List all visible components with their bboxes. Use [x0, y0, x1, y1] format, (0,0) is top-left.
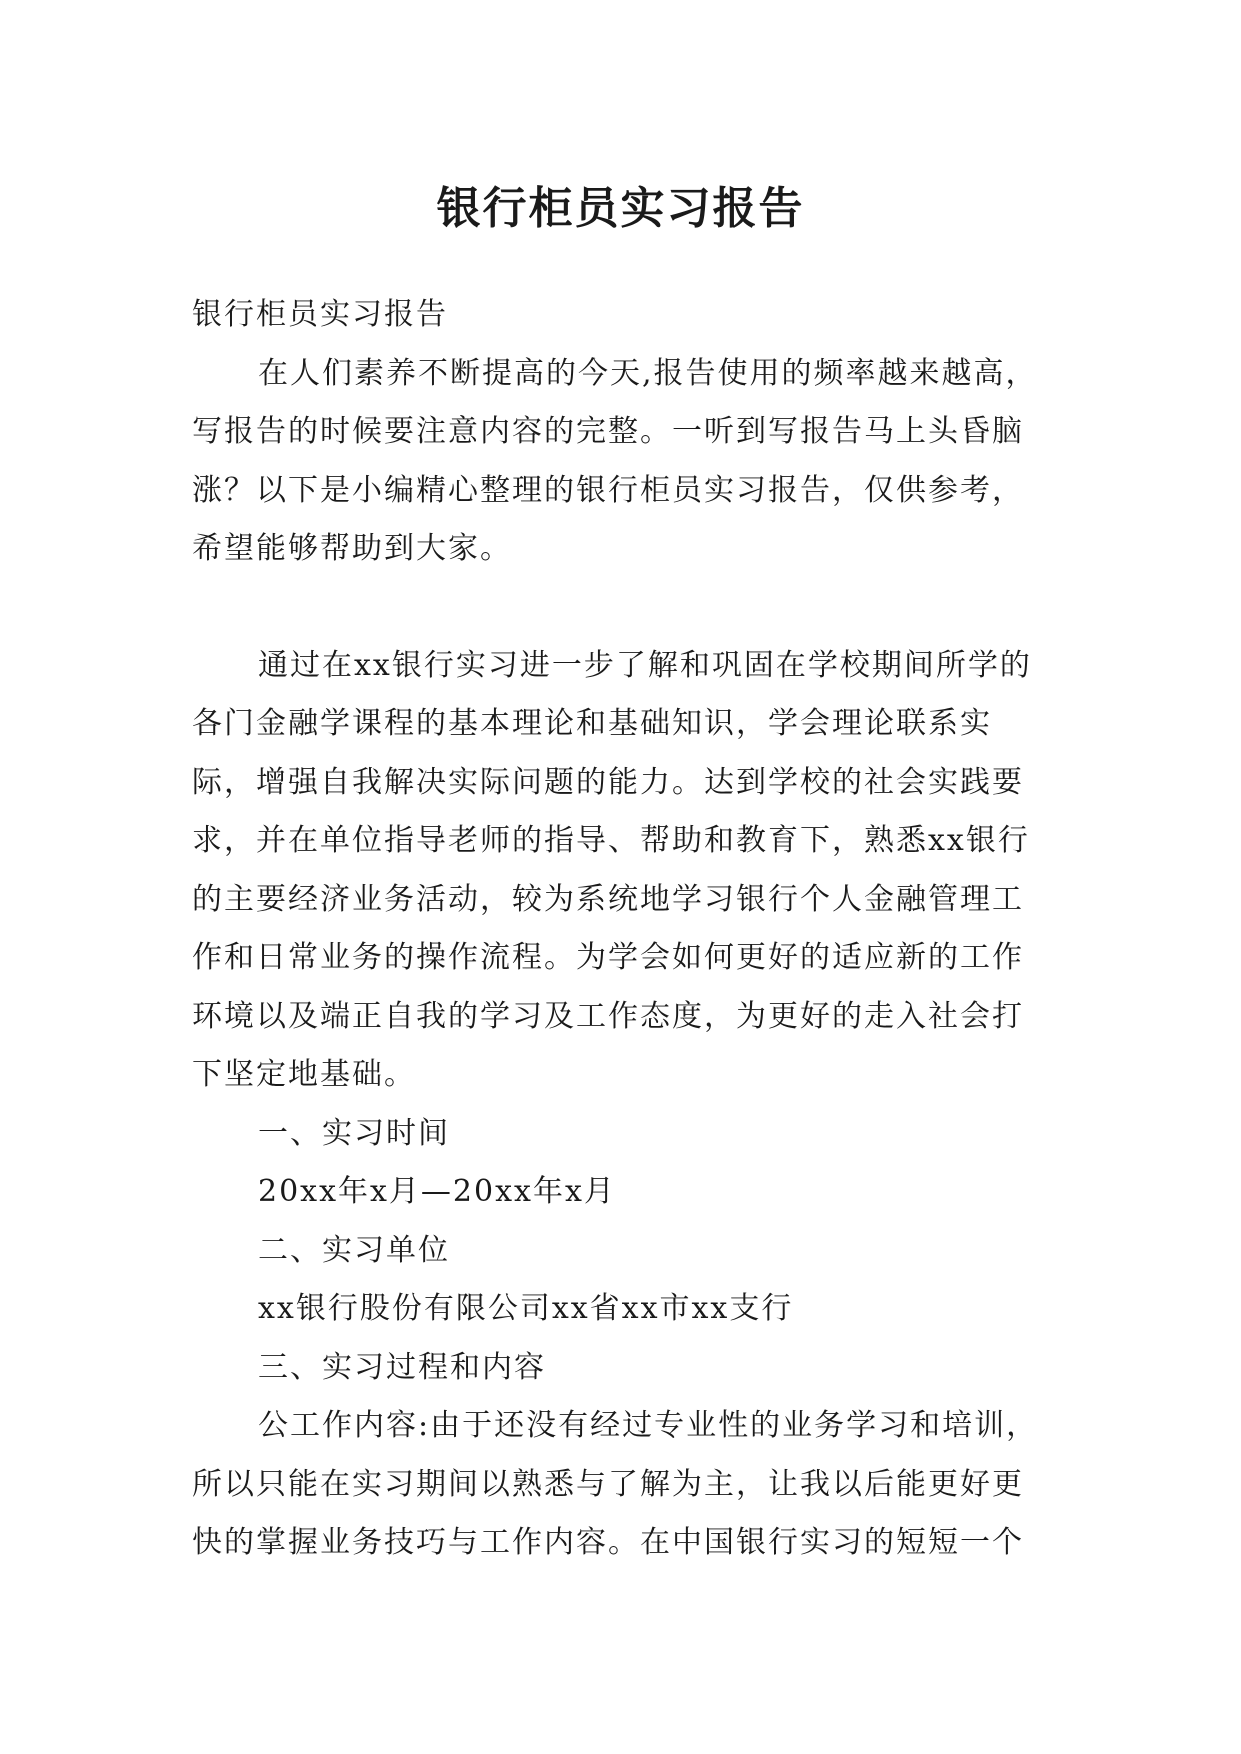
body-paragraph: 通过在xx银行实习进一步了解和巩固在学校期间所学的各门金融学课程的基本理论和基础知识，学会理论联系实际，增强自我解决实际问题的能力。达到学校的社会实践要求，并在单位指导老师的指导、帮助和教育下，熟悉xx银行的主要经济业务活动，较为系统地学习银行个人金融管理工作和日常业务的操作流程。为学会如何更好的适应新的工作环境以及端正自我的学习及工作态度，为更好的走入社会打下坚定地基础。: [192, 647, 1032, 1092]
section-heading-process: 三、实习过程和内容: [258, 1349, 546, 1385]
paragraph-spacer: [192, 579, 1054, 637]
section-text-process: 公工作内容:由于还没有经过专业性的业务学习和培训，所以只能在实习期间以熟悉与了解为主，让我以后能更好更快的掌握业务技巧与工作内容。在中国银行实习的短短一个: [192, 1408, 1039, 1560]
intro-paragraph: 在人们素养不断提高的今天,报告使用的频率越来越高，写报告的时候要注意内容的完整。一听到写报告马上头昏脑涨？以下是小编精心整理的银行柜员实习报告，仅供参考，希望能够帮助到大家。: [192, 355, 1038, 566]
document-body: [192, 286, 1054, 1573]
document-title: 银行柜员实习报告: [436, 183, 805, 235]
section-text-unit: xx银行股份有限公司xx省xx市xx支行: [258, 1291, 794, 1326]
section-text-time: 20xx年x月—20xx年x月: [258, 1174, 616, 1209]
section-heading-unit: 二、实习单位: [258, 1232, 450, 1268]
document-subtitle: 银行柜员实习报告: [192, 297, 448, 332]
section-heading-time: 一、实习时间: [258, 1115, 450, 1151]
